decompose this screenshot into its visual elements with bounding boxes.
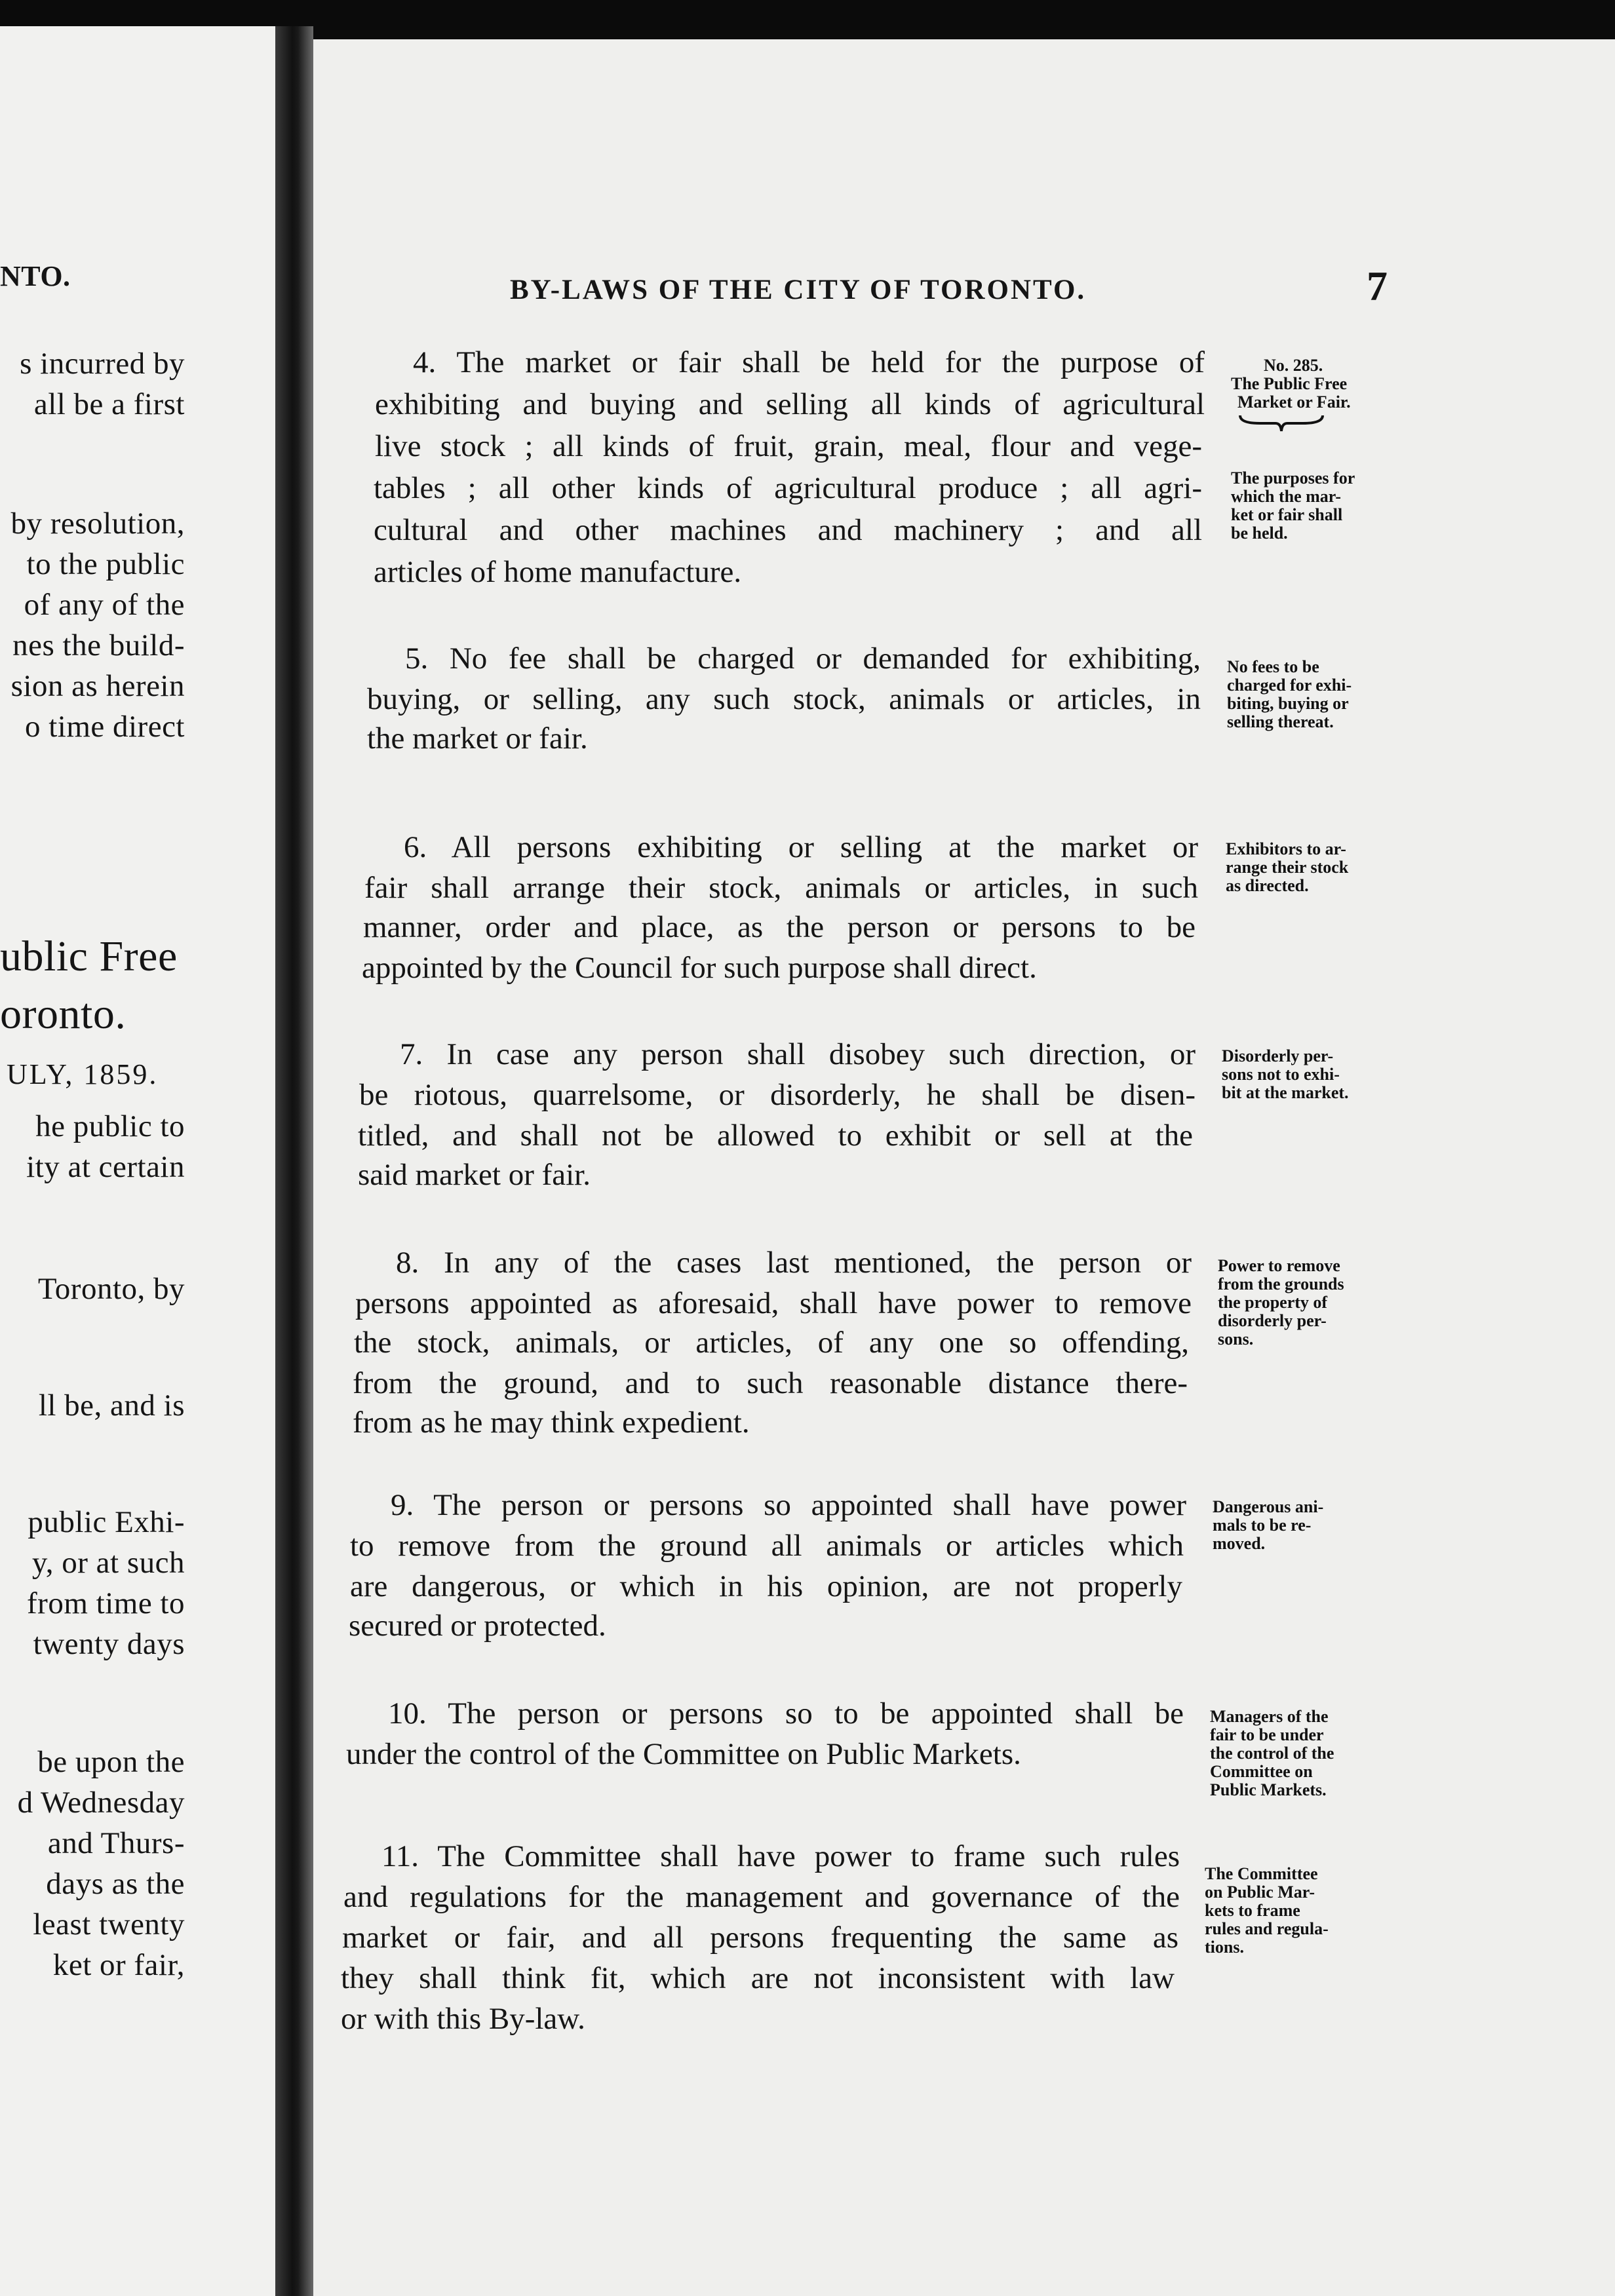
book-gutter [275,26,313,2296]
body-line: secured or protected. [349,1609,606,1643]
left-text-line: from time to [27,1586,185,1620]
left-title-line: oronto. [0,990,126,1038]
margin-note-line: ket or fair shall [1231,505,1343,524]
margin-note-line: rules and regula- [1205,1919,1329,1938]
margin-note [1231,356,1351,411]
body-line: exhibiting and buying and selling all kinds of agricultural [375,387,1205,421]
body-line: they shall think fit, which are not inconsistent with law [341,1961,1175,1995]
left-text-line: and Thurs- [47,1826,185,1860]
margin-note-line: be held. [1231,524,1288,543]
left-date-line: ULY, 1859. [7,1058,159,1090]
margin-note-line: Managers of the [1210,1707,1329,1726]
body-line: titled, and shall not be allowed to exhibit or sell at the [358,1119,1193,1153]
left-text-line: Toronto, by [37,1272,185,1306]
margin-note-line: Market or Fair. [1237,392,1351,411]
body-line: from as he may think expedient. [353,1406,750,1440]
margin-note-line: Public Markets. [1210,1780,1327,1799]
margin-note [1227,658,1352,731]
margin-note-line: The Committee [1205,1864,1318,1883]
margin-note-line: from the grounds [1218,1274,1344,1293]
margin-note-line: on Public Mar- [1205,1883,1315,1902]
margin-note-line: No. 285. [1264,356,1323,375]
left-running-head: NTO. [0,260,71,292]
margin-note-line: sons. [1218,1330,1254,1349]
margin-note-line: Disorderly per- [1222,1046,1334,1065]
right-page [313,39,1615,2296]
body-line: live stock ; all kinds of fruit, grain, meal, flour and vege- [375,429,1202,463]
margin-note-line: Dangerous ani- [1213,1497,1324,1516]
body-line: 7. In case any person shall disobey such direction, or [400,1037,1196,1071]
body-line: are dangerous, or which in his opinion, are not properly [350,1569,1182,1603]
body-line: fair shall arrange their stock, animals or articles, in such [364,871,1198,905]
body-line: buying, or selling, any such stock, animals or articles, in [367,682,1201,716]
body-line: 11. The Committee shall have power to frame such rules [381,1839,1180,1873]
margin-note-line: The purposes for [1231,469,1355,488]
body-line: be riotous, quarrelsome, or disorderly, he shall be disen- [359,1078,1196,1112]
margin-note [1222,1047,1349,1102]
margin-note-line: sons not to exhi- [1222,1065,1340,1084]
left-text-line: least twenty [33,1907,185,1942]
body-line: to remove from the ground all animals or articles which [350,1529,1184,1563]
left-text-line: of any of the [24,588,185,622]
left-text-line: to the public [26,547,185,581]
margin-note [1218,1257,1344,1349]
left-text-line: o time direct [24,710,185,744]
margin-note-line: fair to be under [1210,1725,1324,1744]
margin-note-line: bit at the market. [1222,1083,1349,1102]
left-text-line: sion as herein [10,669,185,703]
margin-note-line: The Public Free [1231,374,1348,393]
margin-note-line: as directed. [1226,876,1309,895]
left-text-line: he public to [35,1109,185,1143]
left-text-line: be upon the [37,1745,185,1779]
body-line: 6. All persons exhibiting or selling at the market or [404,830,1198,864]
left-text-line: twenty days [33,1627,185,1661]
margin-note-line: mals to be re- [1213,1516,1312,1535]
left-text-line: public Exhi- [28,1505,185,1539]
margin-note-line: which the mar- [1231,487,1342,506]
margin-note-line: kets to frame [1205,1901,1300,1920]
body-line: persons appointed as aforesaid, shall have power to remove [355,1286,1192,1320]
body-line: the market or fair. [367,721,588,756]
running-head: BY-LAWS OF THE CITY OF TORONTO. [510,275,1087,305]
margin-note-line: disorderly per- [1218,1311,1327,1330]
margin-note [1231,469,1355,543]
margin-note-line: moved. [1213,1534,1266,1553]
margin-note-line: biting, buying or [1227,694,1349,713]
left-text-line: d Wednesday [17,1786,185,1820]
margin-note-line: No fees to be [1227,657,1319,676]
margin-note-line: range their stock [1226,858,1349,877]
left-text-line: days as the [46,1867,185,1901]
left-title-line: ublic Free [0,932,178,980]
margin-note [1226,840,1348,895]
curly-brace-icon [1239,413,1324,432]
body-line: appointed by the Council for such purpose shall direct. [362,951,1037,985]
margin-note [1213,1498,1323,1553]
body-line: 9. The person or persons so appointed shall have power [391,1488,1186,1522]
margin-note [1210,1708,1334,1799]
left-text-line: s incurred by [20,347,185,381]
margin-note-line: the property of [1218,1293,1328,1312]
body-line: 8. In any of the cases last mentioned, the person or [396,1246,1192,1280]
left-text-line: ity at certain [26,1150,185,1184]
left-text-line: y, or at such [31,1546,185,1580]
margin-note-line: tions. [1205,1938,1244,1957]
margin-note [1205,1865,1329,1957]
body-line: or with this By-law. [341,2002,585,2036]
margin-note-line: Exhibitors to ar- [1226,839,1346,858]
left-text-line: ket or fair, [52,1948,185,1982]
body-line: from the ground, and to such reasonable distance there- [353,1366,1188,1400]
left-page-fragment [0,26,275,2296]
body-line: under the control of the Committee on Public Markets. [346,1737,1021,1771]
body-line: tables ; all other kinds of agricultural produce ; all agri- [374,471,1202,505]
left-text-line: by resolution, [10,507,185,541]
margin-note-line: the control of the [1210,1744,1334,1763]
margin-note-line: charged for exhi- [1227,676,1352,695]
left-text-line: nes the build- [12,628,185,662]
body-line: articles of home manufacture. [374,555,742,589]
margin-note-line: selling thereat. [1227,712,1334,731]
page-number: 7 [1367,263,1388,309]
left-text-line: all be a first [33,387,185,421]
left-text-line: ll be, and is [38,1388,185,1423]
margin-note-line: Committee on [1210,1762,1313,1781]
body-line: cultural and other machines and machinery ; and all [374,513,1202,547]
body-line: manner, order and place, as the person or persons to be [363,910,1196,944]
body-line: market or fair, and all persons frequenting the same as [342,1921,1178,1955]
body-line: 4. The market or fair shall be held for the purpose of [413,345,1205,379]
body-line: 5. No fee shall be charged or demanded for exhibiting, [405,641,1201,676]
body-line: said market or fair. [358,1158,591,1192]
margin-note-line: Power to remove [1218,1256,1340,1275]
body-line: 10. The person or persons so to be appointed shall be [388,1696,1184,1731]
body-line: the stock, animals, or articles, of any one so offending, [354,1326,1189,1360]
body-line: and regulations for the management and governance of the [343,1880,1180,1914]
